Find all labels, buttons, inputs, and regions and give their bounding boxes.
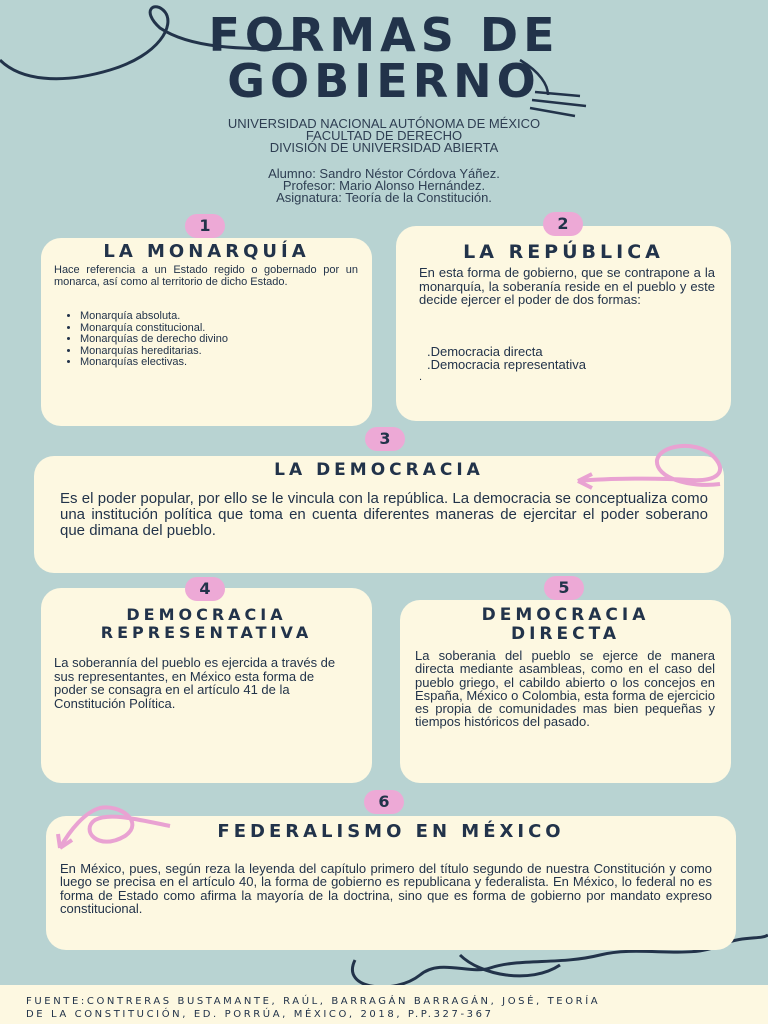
footer-source-line2: DE LA CONSTITUCIÓN, ED. PORRÚA, MÉXICO, 2018, P.P.327-367 [26, 1009, 494, 1020]
badge-4: 4 [185, 577, 225, 601]
list-item: • Monarquía absoluta. [80, 311, 370, 323]
division-name: DIVISIÓN DE UNIVERSIDAD ABIERTA [269, 140, 499, 155]
monarquia-text: Hace referencia a un Estado regido o gobernado por un monarca, así como al territorio de dicho Estado. [54, 264, 358, 288]
republica-title: LA REPÚBLICA [463, 241, 664, 263]
footer-source [26, 995, 746, 1021]
student-name: Alumno: Sandro Néstor Córdova Yáñez. [268, 166, 500, 181]
representativa-title-line1: DEMOCRACIA [126, 605, 287, 624]
list-item: • Monarquías electivas. [80, 357, 370, 369]
republica-form-representativa: .Democracia representativa [427, 357, 586, 372]
faculty-name: FACULTAD DE DERECHO [305, 128, 463, 143]
directa-title-line2: DIRECTA [510, 624, 621, 644]
badge-2: 2 [543, 212, 583, 236]
directa-title-line1: DEMOCRACIA [481, 605, 650, 625]
page-title-line1: FORMAS DE [208, 8, 560, 62]
badge-3: 3 [365, 427, 405, 451]
subject-name: Asignatura: Teoría de la Constitución. [276, 190, 492, 205]
list-item: • Monarquía constitucional. [80, 323, 370, 335]
directa-text: La soberania del pueblo se ejerce de manera directa mediante asambleas, como en el caso del pueblo griego, el cabildo abierto o los concejos en España, México o Colombia, esta forma de ejercicio es propia de comunidades mas bien pequeñas y tiempos históricos del pasado. [415, 648, 715, 730]
republica-extra: . [419, 371, 423, 383]
teacher-name: Profesor: Mario Alonso Hernández. [282, 178, 486, 193]
democracia-title: LA DEMOCRACIA [274, 460, 484, 480]
university-name: UNIVERSIDAD NACIONAL AUTÓNOMA DE MÉXICO [227, 116, 541, 131]
badge-5: 5 [544, 576, 584, 600]
representativa-text: La soberannía del pueblo es ejercida a través de sus representantes, en México esta forma de poder se consagra en el artículo 41 de la Constitución Política. [54, 655, 336, 711]
list-item: • Monarquías de derecho divino [80, 334, 370, 346]
footer-source-line1: FUENTE:CONTRERAS BUSTAMANTE, RAÚL, BARRAGÁN BARRAGÁN, JOSÉ, TEORÍA [26, 996, 601, 1007]
republica-form-directa: .Democracia directa [427, 344, 543, 359]
federalismo-text: En México, pues, según reza la leyenda del capítulo primero del título segundo de nuestra Constitución y como luego se precisa en el artículo 40, la forma de gobierno es republicana y federalista. En México, lo federal no es forma de Estado como afirma la mayoría de la doctrina, sino que es forma de gobierno por mandato expreso constitucional. [60, 861, 712, 917]
list-item: • Monarquías hereditarias. [80, 346, 370, 358]
democracia-text: Es el poder popular, por ello se le vincula con la república. La democracia se conceptualiza como una institución política que toma en cuenta diferentes maneras de ejercitar el poder soberano que dimana del pueblo. [60, 490, 708, 539]
federalismo-title: FEDERALISMO EN MÉXICO [217, 821, 565, 842]
monarquia-title: LA MONARQUÍA [103, 241, 310, 262]
badge-6: 6 [364, 790, 404, 814]
badge-1: 1 [185, 214, 225, 238]
monarquia-list [56, 311, 370, 369]
representativa-title-line2: REPRESENTATIVA [100, 623, 313, 642]
republica-text: En esta forma de gobierno, que se contrapone a la monarquía, la soberanía reside en el pueblo y este decide ejercer el poder de dos formas: [419, 265, 715, 307]
page-title-line2: GOBIERNO [227, 54, 541, 108]
